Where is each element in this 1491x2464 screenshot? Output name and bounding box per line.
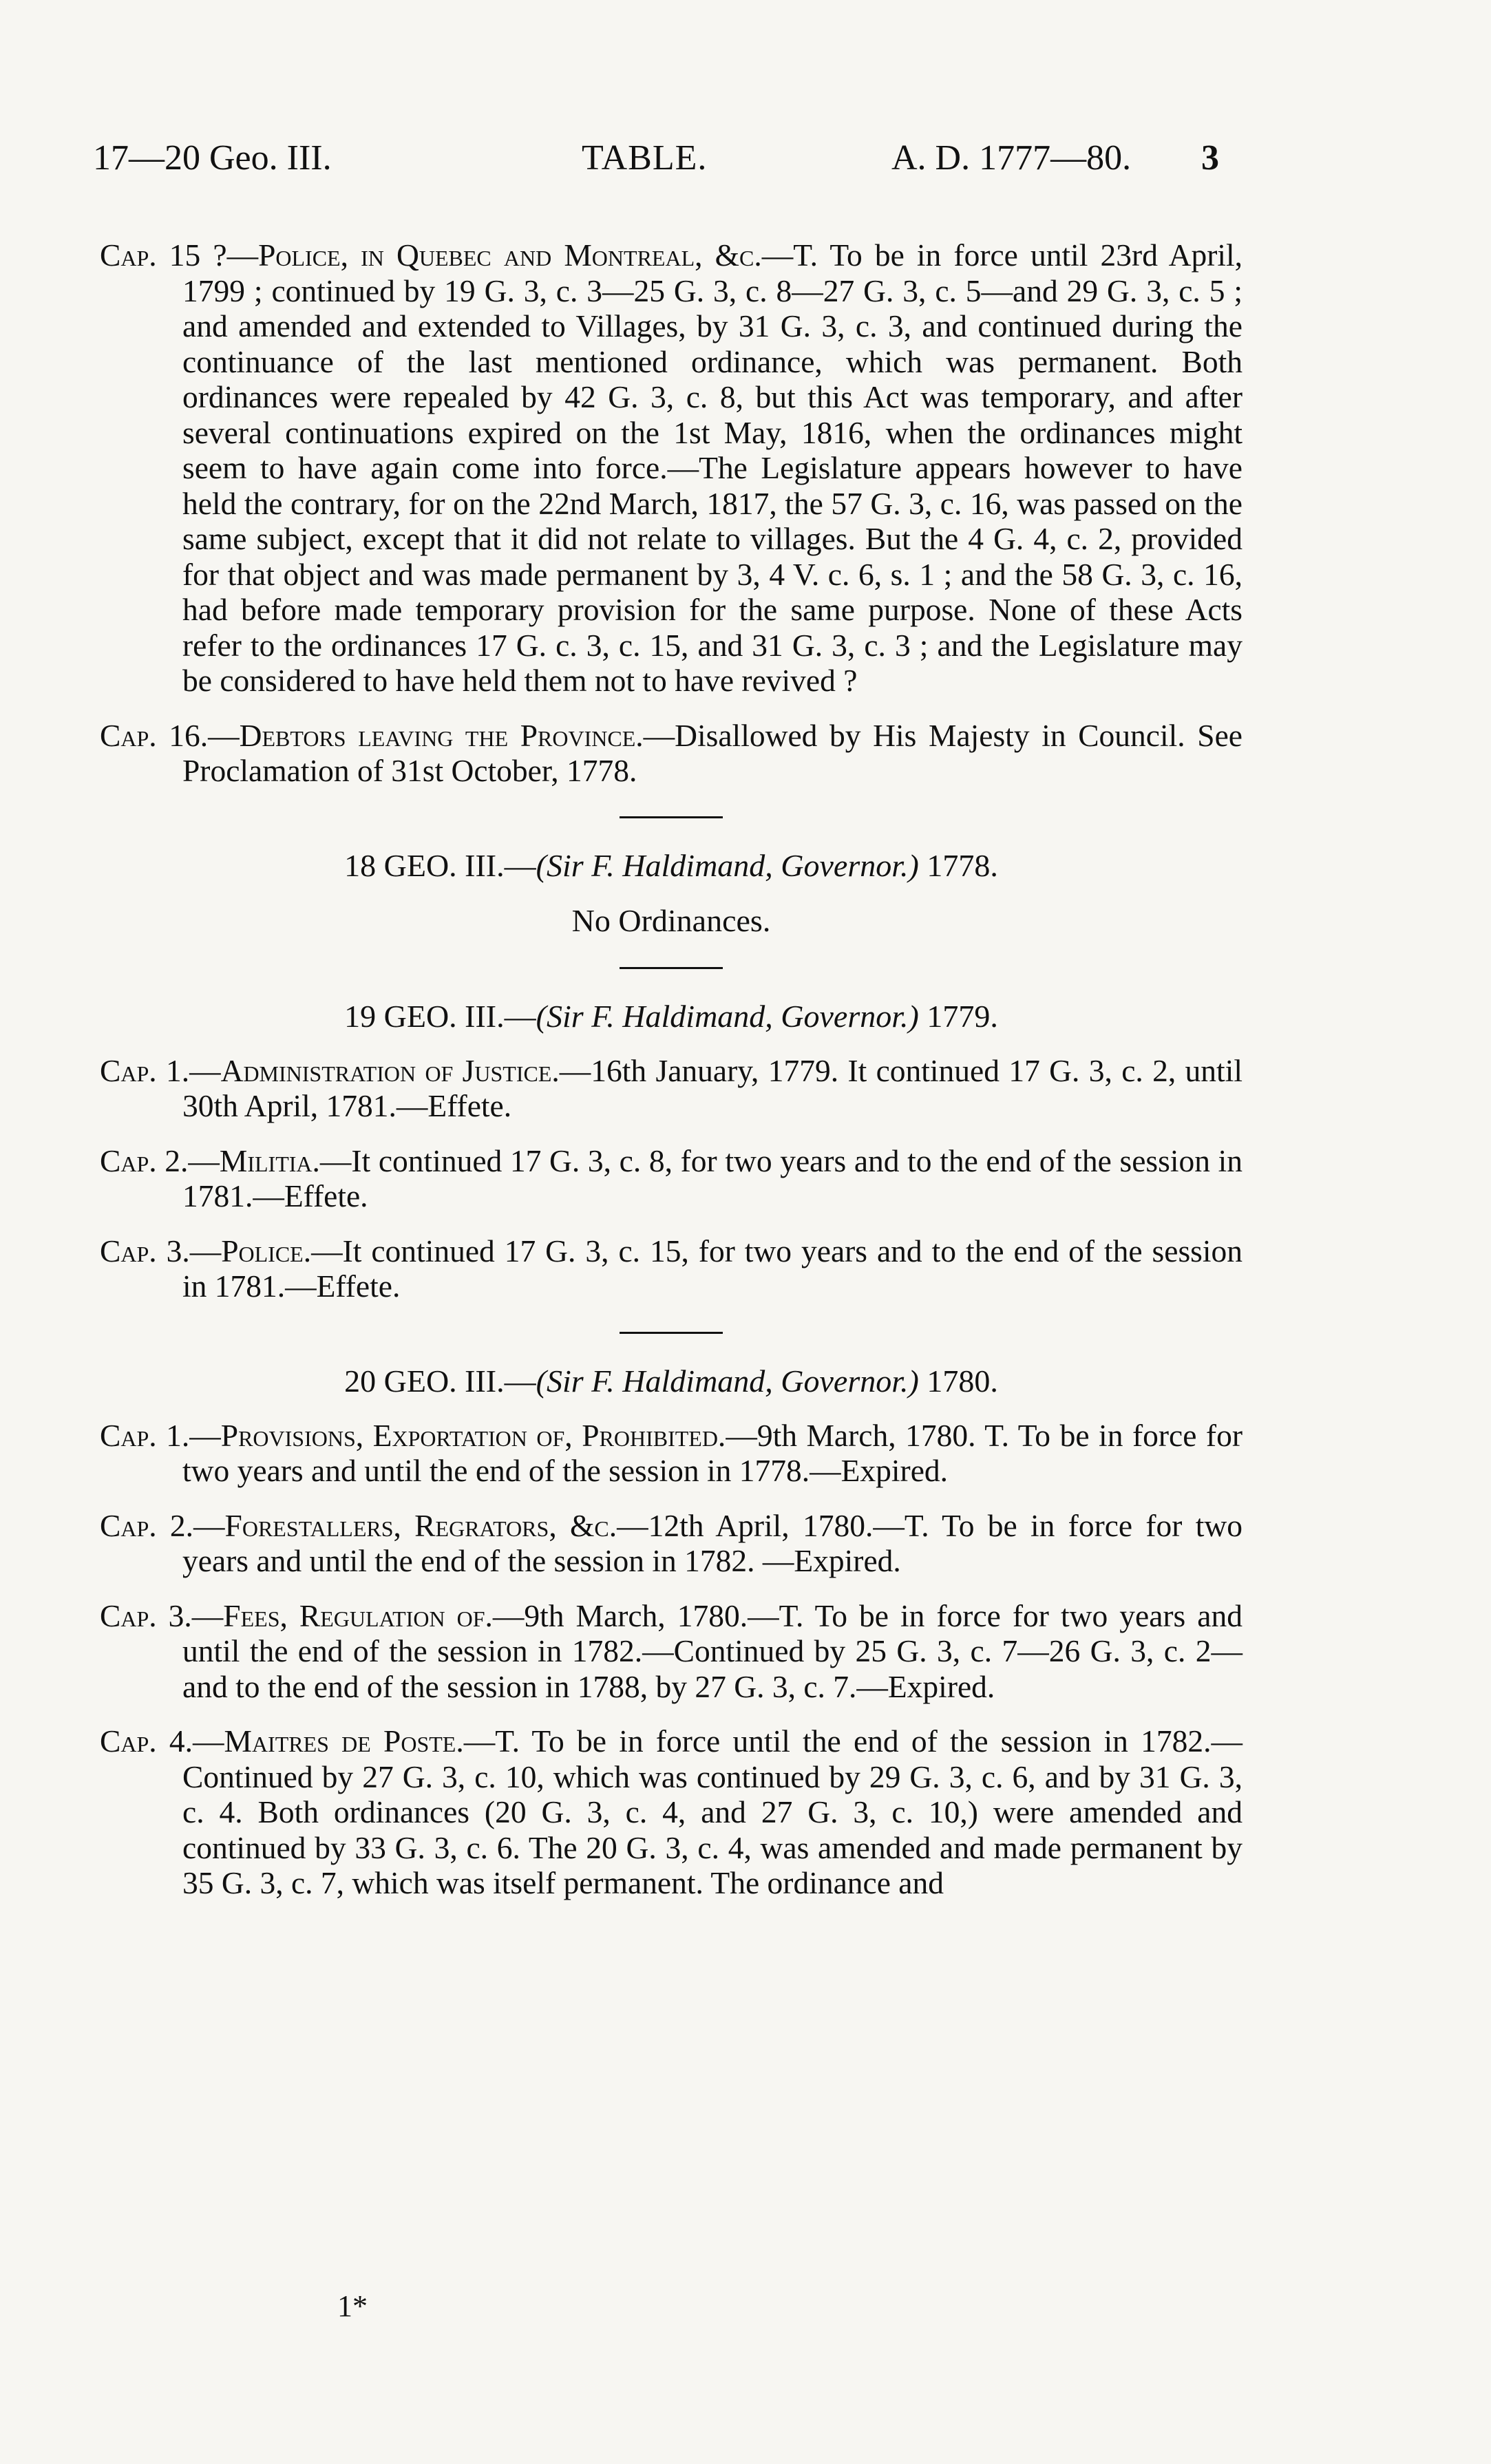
page-number: 3 bbox=[1201, 138, 1219, 178]
entry-cap-number: Cap. 1. bbox=[100, 1417, 190, 1453]
entry-topic: —Debtors leaving the Province. bbox=[208, 717, 644, 753]
entry-20-cap-4 bbox=[100, 1723, 1242, 1901]
signature-mark: 1* bbox=[337, 2289, 368, 2323]
section-governor: (Sir F. Haldimand, Governor.) bbox=[536, 1363, 919, 1399]
section-governor: (Sir F. Haldimand, Governor.) bbox=[536, 998, 919, 1034]
entry-text: —It continued 17 G. 3, c. 8, for two years and to the end of the session in 1781.—Effete. bbox=[182, 1143, 1242, 1213]
entry-text: —T. To be in force until the end of the session in 1782.—Continued by 27 G. 3, c. 10, which was continued by 29 G. 3, c. 6, and by 31 G. 3, c. 4. Both ordinances (20 G. 3, c. 4, and 27 G. 3, c. 10,) were amended and continued by 33 G. 3, c. 6. The 20 G. 3, c. 4, was amended and made permanent by 35 G. 3, c. 7, which was itself permanent. The ordinance and bbox=[182, 1723, 1242, 1900]
entry-cap-number: Cap. 3. bbox=[100, 1597, 192, 1633]
entry-cap-number: Cap. 1. bbox=[100, 1052, 190, 1088]
entry-topic: —Police. bbox=[189, 1233, 312, 1268]
section-heading-19-geo-iii bbox=[100, 998, 1242, 1035]
entry-20-cap-3 bbox=[100, 1598, 1242, 1705]
section-divider bbox=[620, 967, 723, 969]
section-heading-20-geo-iii bbox=[100, 1363, 1242, 1400]
entry-topic: —Provisions, Exportation of, Prohibited. bbox=[189, 1417, 726, 1453]
entry-cap-number: Cap. 2. bbox=[100, 1143, 189, 1178]
section-year: 1780. bbox=[927, 1363, 998, 1399]
header-date-range: A. D. 1777—80. bbox=[891, 138, 1132, 178]
section-regnal-year: 19 GEO. III.— bbox=[344, 998, 536, 1034]
entry-20-cap-1 bbox=[100, 1418, 1242, 1489]
entry-topic: —Maitres de Poste. bbox=[192, 1723, 464, 1759]
header-title: TABLE. bbox=[582, 138, 708, 178]
entry-text: —Disallowed by His Majesty in Council. See Proclamation of 31st October, 1778. bbox=[182, 717, 1242, 788]
entry-19-cap-3 bbox=[100, 1233, 1242, 1304]
section-year: 1779. bbox=[927, 998, 998, 1034]
running-header bbox=[93, 138, 1263, 200]
entry-text: —12th April, 1780.—T. To be in force for two years and until the end of the session in 1782. —Expired. bbox=[182, 1507, 1242, 1578]
entry-text: —16th January, 1779. It continued 17 G. 3, c. 2, until 30th April, 1781.—Effete. bbox=[182, 1052, 1242, 1123]
entry-topic: —Administration of Justice. bbox=[189, 1052, 560, 1088]
entry-cap-number: Cap. 15 ? bbox=[100, 237, 227, 273]
entry-20-cap-2 bbox=[100, 1508, 1242, 1579]
section-divider bbox=[620, 1332, 723, 1334]
entry-cap-number: Cap. 4. bbox=[100, 1723, 193, 1759]
entry-19-cap-1 bbox=[100, 1053, 1242, 1124]
section-regnal-year: 18 GEO. III.— bbox=[344, 847, 536, 883]
entry-topic: —Police, in Quebec and Montreal, &c. bbox=[226, 237, 762, 273]
entry-text: —T. To be in force until 23rd April, 1799 ; continued by 19 G. 3, c. 3—25 G. 3, c. 8—27 G. 3, c. 5—and 29 G. 3, c. 5 ; and amended and extended to Villages, by 31 G. 3, c. 3, and continued during the continuance of the last mentioned ordinance, which was permanent. Both ordinances were repealed by 42 G. 3, c. 8, but this Act was temporary, and after several continuations expired on the 1st May, 1816, when the ordinances might seem to have again come into force.—The Legislature appears however to have held the contrary, for on the 22nd March, 1817, the 57 G. 3, c. 16, was passed on the same subject, except that it did not relate to villages. But the 4 G. 4, c. 2, provided for that object and was made permanent by 3, 4 V. c. 6, s. 1 ; and the 58 G. 3, c. 16, had before made temporary provision for the same purpose. None of these Acts refer to the ordinances 17 G. c. 3, c. 15, and 31 G. 3, c. 3 ; and the Legislature may be considered to have held them not to have revived ? bbox=[182, 237, 1242, 698]
entry-19-cap-2 bbox=[100, 1143, 1242, 1214]
entry-text: —It continued 17 G. 3, c. 15, for two years and to the end of the session in 1781.—Effete. bbox=[182, 1233, 1242, 1304]
entry-topic: —Forestallers, Regrators, &c. bbox=[193, 1507, 617, 1543]
entry-text: —9th March, 1780. T. To be in force for two years and until the end of the session in 1778.—Expired. bbox=[182, 1417, 1242, 1488]
section-year: 1778. bbox=[927, 847, 998, 883]
entry-cap-16-debtors bbox=[100, 718, 1242, 789]
no-ordinances-note: No Ordinances. bbox=[571, 902, 771, 938]
entry-cap-number: Cap. 16. bbox=[100, 717, 209, 753]
entry-text: —9th March, 1780.—T. To be in force for two years and until the end of the session in 1782.—Continued by 25 G. 3, c. 7—26 G. 3, c. 2—and to the end of the session in 1788, by 27 G. 3, c. 7.—Expired. bbox=[182, 1597, 1242, 1704]
section-regnal-year: 20 GEO. III.— bbox=[344, 1363, 536, 1399]
header-regnal-years: 17—20 Geo. III. bbox=[93, 138, 332, 178]
entry-cap-number: Cap. 3. bbox=[100, 1233, 190, 1268]
section-heading-18-geo-iii bbox=[100, 847, 1242, 884]
entry-cap-15-police bbox=[100, 237, 1242, 699]
entry-topic: —Fees, Regulation of. bbox=[191, 1597, 493, 1633]
entry-cap-number: Cap. 2. bbox=[100, 1507, 194, 1543]
entry-topic: —Militia. bbox=[188, 1143, 320, 1178]
section-divider bbox=[620, 816, 723, 818]
document-body bbox=[100, 237, 1242, 1920]
section-governor: (Sir F. Haldimand, Governor.) bbox=[536, 847, 919, 883]
